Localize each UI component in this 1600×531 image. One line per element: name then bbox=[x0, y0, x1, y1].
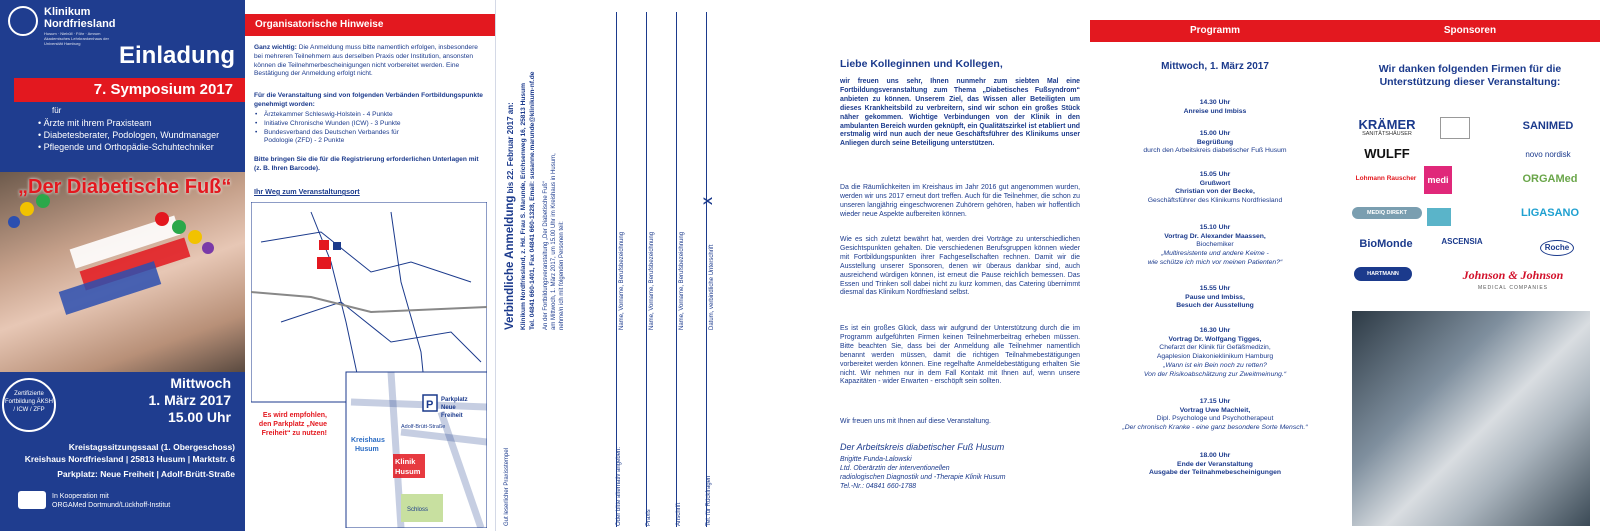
orgamed-logo bbox=[18, 491, 46, 509]
points-item: • Ärztekammer Schleswig-Holstein - 4 Punkte bbox=[254, 111, 486, 120]
alt-label: Oder bitte alternativ angeben: bbox=[616, 446, 622, 526]
form-address: Klinikum Nordfriesland, z. Hd. Frau S. Marunde, Erichsenweg 16, 25813 Husum bbox=[520, 83, 527, 330]
stamp-label: Gut leserlicher Praxisstempel bbox=[504, 447, 510, 526]
date-time: 15.00 Uhr bbox=[167, 409, 231, 425]
feet-photo bbox=[0, 172, 245, 372]
novo-nordisk-logo: novo nordisk bbox=[1525, 150, 1571, 159]
signature-phone: Tel.-Nr.: 04841 660-1788 bbox=[840, 482, 917, 490]
letter-signature bbox=[840, 443, 1080, 492]
mediq-logo: MEDIQ DIREKT bbox=[1352, 207, 1422, 219]
letter-panel bbox=[830, 0, 1090, 531]
program-day: Mittwoch, 1. März 2017 bbox=[1161, 61, 1269, 72]
name-field-label: Name, Vorname, Berufsbezeichnung bbox=[679, 231, 685, 330]
signature-field-label: Datum, verbindliche Unterschrift bbox=[709, 244, 715, 330]
letter-paragraph: Wie es sich zuletzt bewährt hat, werden drei Vorträge zu unterschiedlichen Gesichtspunkten gehalten. Die verschiedenen Berufsgruppen können wieder mit Fortbildungspunkten ihrer Fachgesellschaften rechnen. Damit wir die Ausstellung unserer Sponsoren, denen wir überaus dankbar sind, auch ausreichend würdigen können, ist erneut die Pause reichlich bemessen. Das Essen und Trinken soll dabei nicht zu kurz kommen, das Catering übernimmt diesmal das Klinikum Nordfriesland selbst. bbox=[840, 236, 1080, 297]
logo-name: Klinikum Nordfriesland bbox=[44, 6, 116, 30]
name-field-3[interactable] bbox=[676, 12, 677, 527]
venue-line: Kreishaus Nordfriesland | 25813 Husum | Marktstr. 6 bbox=[24, 454, 235, 464]
adolf-label: Adolf-Brütt-Straße bbox=[401, 424, 446, 430]
anschrift-label: Anschrift bbox=[676, 502, 682, 526]
name-field-2[interactable] bbox=[646, 12, 647, 527]
biomonde-logo: BioMonde bbox=[1359, 238, 1413, 250]
letter-paragraph: Da die Räumlichkeiten im Kreishaus im Jahr 2016 gut angenommen wurden, werden wir uns 2017 erneut dort treffen. Auch für die Teilnehmer, die schon zu unseren langjährig eingeschworenen Zuhörern gehören, haben wir hoffentlich wieder neue Aspekte aufbereiten können. bbox=[840, 184, 1080, 218]
signature-name: Brigitte Funda-Lalowski bbox=[840, 455, 912, 463]
einladung-heading: Einladung bbox=[119, 42, 235, 69]
name-field-label: Name, Vorname, Berufsbezeichnung bbox=[619, 231, 625, 330]
signature-field[interactable] bbox=[706, 12, 707, 527]
program-item: 15.00 Uhr Begrüßung durch den Arbeitskreis diabetischer Fuß Husum bbox=[1143, 130, 1287, 155]
signature-cross: X bbox=[701, 196, 715, 205]
venue-line: Kreistagssitzungssaal (1. Obergeschoss) bbox=[68, 442, 235, 452]
map-heading: Ihr Weg zum Veranstaltungsort bbox=[254, 187, 360, 196]
audience-list bbox=[38, 117, 219, 153]
location-map bbox=[251, 202, 487, 528]
letter-intro: wir freuen uns sehr, Ihnen nunmehr zum siebten Mal eine Fortbildungsveranstaltung zum Thema „Diabetisches Fußsyndrom“ anbieten zu können. Unserem Ziel, das Wissen aller Beteiligten um dieses Krankheitsbild zu verbreitern, sind wir schon ein großes Stück näher gekommen. Wichtige Verbindungen von der Klinik in den ambulanten Bereich wurden geknüpft, ein Qualitätszirkel ist etabliert und erstmalig wird nun auch der neue Geschäftsführer des Klinikums unser Anliegen durch seine Beteiligung unterstützen. bbox=[840, 78, 1080, 148]
points-list bbox=[254, 111, 486, 146]
program-header: Programm bbox=[1090, 20, 1340, 42]
signature-role: Ltd. Oberärztin der interventionellen bbox=[840, 464, 950, 472]
ligasano-logo: LIGASANO bbox=[1520, 207, 1580, 219]
lohmann-rauscher-logo: Lohmann Rauscher bbox=[1355, 175, 1417, 182]
klinik-label: Klinik bbox=[395, 457, 416, 466]
date-day: Mittwoch bbox=[170, 375, 231, 391]
points-item: • Bundesverband des Deutschen Verbandes für Podologie (ZFD) - 2 Punkte bbox=[254, 129, 404, 147]
lhi-logo-icon bbox=[1440, 117, 1470, 139]
program-item: 14.30 Uhr Anreise und Imbiss bbox=[1183, 99, 1247, 115]
sponsors-thanks: Wir danken folgenden Firmen für die Unterstützung dieser Veranstaltung: bbox=[1378, 63, 1562, 88]
parking-recommendation: Es wird empfohlen, den Parkplatz „Neue Freiheit“ zu nutzen! bbox=[258, 412, 327, 437]
letter-greeting: Liebe Kolleginnen und Kollegen, bbox=[840, 58, 1003, 70]
event-date bbox=[149, 375, 232, 426]
parkplatz-label: Parkplatz bbox=[441, 397, 468, 403]
klinikum-logo bbox=[8, 4, 118, 44]
form-line: An der Fortbildungsveranstaltung „Der Diabetische Fuß“ bbox=[543, 180, 549, 330]
cooperation-note bbox=[52, 492, 170, 510]
kraemer-logo: KRÄMER bbox=[1358, 117, 1416, 132]
letter-paragraph: Es ist ein großes Glück, dass wir aufgrund der Unterstützung durch die im Programm aufgeführten Firmen keinen Teilnehmerbeitrag erheben müssen. Bitte beachten Sie, dass bei der Anmeldung alle Teilnehmer namentlich benannt werden müssen, damit die richtigen Teilnahmebestätigungen vorbereitet werden können. Eine regelhafte Anmeldebestätigung erhalten Sie nicht. Wir nehmen nur in dem Fall Kontakt mit Ihnen auf, wenn unsere Kapazitäten - wider Erwarten - erschöpft sein sollten. bbox=[840, 325, 1080, 386]
svg-text:P: P bbox=[426, 399, 434, 411]
points-intro: Für die Veranstaltung sind von folgenden Verbänden Fortbildungspunkte genehmigt worden: bbox=[254, 92, 483, 108]
program-item: 17.15 Uhr Vortrag Uwe Machleit, Dipl. Psychologe und Psychotherapeut „Der chronisch Kranke - eine ganz besondere Sorte Mensch.“ bbox=[1122, 398, 1308, 432]
form-line: am Mittwoch, 1. März 2017, um 15.00 Uhr im Kreishaus in Husum, bbox=[551, 153, 557, 330]
form-line: nehme/n ich mit folgenden Personen teil: bbox=[559, 221, 565, 330]
program-item: 15.10 Uhr Vortrag Dr. Alexander Maassen, Biochemiker „Multiresistente und andere Keime - wie schütze ich mich vor meinen Patienten?“ bbox=[1147, 224, 1283, 266]
parking-marker bbox=[333, 242, 341, 250]
info-header: Organisatorische Hinweise bbox=[245, 14, 495, 36]
symposium-bar: 7. Symposium 2017 bbox=[14, 78, 245, 102]
signature-title: Der Arbeitskreis diabetischer Fuß Husum bbox=[840, 442, 1005, 452]
logo-sub: Husum · Niebüll · Föhr · Amrum Akademisches Lehrkrankenhaus der Universität Hamburg bbox=[44, 31, 109, 46]
coop-line: In Kooperation mit bbox=[52, 493, 109, 500]
roche-logo: Roche bbox=[1540, 240, 1574, 256]
kreishaus-marker bbox=[319, 240, 329, 250]
klinikum-logo-icon bbox=[8, 6, 38, 36]
form-contact: Tel. 04841 660-1401, Fax 04841 660-1328, Email: susanne.marunde@klinikum-nf.de bbox=[529, 71, 536, 330]
gloves-photo bbox=[1352, 311, 1590, 526]
svg-text:Freiheit: Freiheit bbox=[441, 413, 463, 419]
sponsors-panel bbox=[1340, 0, 1600, 531]
program-item: 15.55 Uhr Pause und Imbiss, Besuch der Ausstellung bbox=[1176, 285, 1254, 310]
svg-text:Husum: Husum bbox=[355, 446, 379, 453]
venue-line: Parkplatz: Neue Freiheit | Adolf-Brütt-Straße bbox=[57, 469, 235, 479]
cover-panel bbox=[0, 0, 245, 531]
tel-label: Tel. für Rückfragen bbox=[706, 475, 712, 526]
registration-form-panel bbox=[495, 0, 725, 531]
registration-docs-note: Bitte bringen Sie die für die Registrierung erforderlichen Unterlagen mit (z. B. Ihren Barcode). bbox=[254, 156, 479, 172]
hartmann-logo: HARTMANN bbox=[1354, 267, 1412, 281]
praxis-label: Praxis bbox=[646, 509, 652, 526]
medi-logo: medi bbox=[1424, 166, 1452, 194]
audience-item: • Pflegende und Orthopädie-Schuhtechniker bbox=[38, 141, 219, 153]
letter-closing: Wir freuen uns mit Ihnen auf diese Veranstaltung. bbox=[840, 418, 991, 425]
program-item: 16.30 Uhr Vortrag Dr. Wolfgang Tigges, Chefarzt der Klinik für Gefäßmedizin, Agaplesion Diakonieklinikum Hamburg „Wann ist ein Bein noch zu retten? Von der Risikoabschätzung zur Zweitmeinung.“ bbox=[1143, 327, 1287, 378]
name-field-label: Name, Vorname, Berufsbezeichnung bbox=[649, 231, 655, 330]
kreishaus-label: Kreishaus bbox=[351, 437, 385, 444]
ascensia-logo: ASCENSIA bbox=[1441, 237, 1483, 246]
signature-role: radiologischen Diagnostik und -Therapie Klinik Husum bbox=[840, 473, 1006, 481]
form-title: Verbindliche Anmeldung bis 22. Februar 2017 an: bbox=[504, 102, 516, 330]
audience-item: • Diabetesberater, Podologen, Wundmanager bbox=[38, 129, 219, 141]
orgamed-sponsor-logo: ORGAMed bbox=[1522, 173, 1578, 185]
sponsors-header: Sponsoren bbox=[1340, 20, 1600, 42]
page-gap bbox=[725, 0, 830, 531]
coop-line: ORGAMed Dortmund/Lückhoff-Institut bbox=[52, 502, 171, 509]
program-panel bbox=[1090, 0, 1340, 531]
date-date: 1. März 2017 bbox=[148, 392, 231, 408]
info-panel bbox=[245, 0, 495, 531]
jnj-logo: Johnson & Johnson bbox=[1462, 268, 1564, 282]
important-note: Ganz wichtig: Die Anmeldung muss bitte namentlich erfolgen, insbesondere bei mehreren Teilnehmern aus derselben Praxis oder Institution, ansonsten können die Teilnehmerbescheinigungen nicht vorbereitet werden. Eine Bestätigung der Anmeldung erfolgt nicht. bbox=[254, 44, 478, 78]
event-title: „Der Diabetische Fuß“ bbox=[18, 176, 232, 198]
program-item: 15.05 Uhr Grußwort Christian von der Becke, Geschäftsführer des Klinikums Nordfriesland bbox=[1147, 171, 1283, 205]
svg-text:Husum: Husum bbox=[395, 467, 421, 476]
klinik-marker bbox=[317, 257, 331, 269]
event-venue bbox=[25, 441, 235, 480]
program-item: 18.00 Uhr Ende der Veranstaltung Ausgabe der Teilnahmebescheinigungen bbox=[1148, 452, 1282, 477]
schloss-label: Schloss bbox=[407, 507, 429, 513]
svg-text:Neue: Neue bbox=[441, 405, 456, 411]
certification-badge: Zertifizierte Fortbildung ÄKSH / ICW / ZFP bbox=[2, 378, 56, 432]
audience-item: • Ärzte mit ihrem Praxisteam bbox=[38, 117, 219, 129]
wulff-logo: WULFF bbox=[1364, 146, 1410, 161]
mediq-graphic-icon bbox=[1427, 208, 1451, 226]
fuer-label: für bbox=[52, 106, 62, 115]
sanimed-logo: SANIMED bbox=[1522, 120, 1574, 132]
points-item: • Initiative Chronische Wunden (ICW) - 3 Punkte bbox=[254, 120, 486, 129]
jnj-sub: MEDICAL COMPANIES bbox=[1477, 285, 1549, 291]
kraemer-sub: SANITÄTSHÄUSER bbox=[1362, 131, 1412, 137]
